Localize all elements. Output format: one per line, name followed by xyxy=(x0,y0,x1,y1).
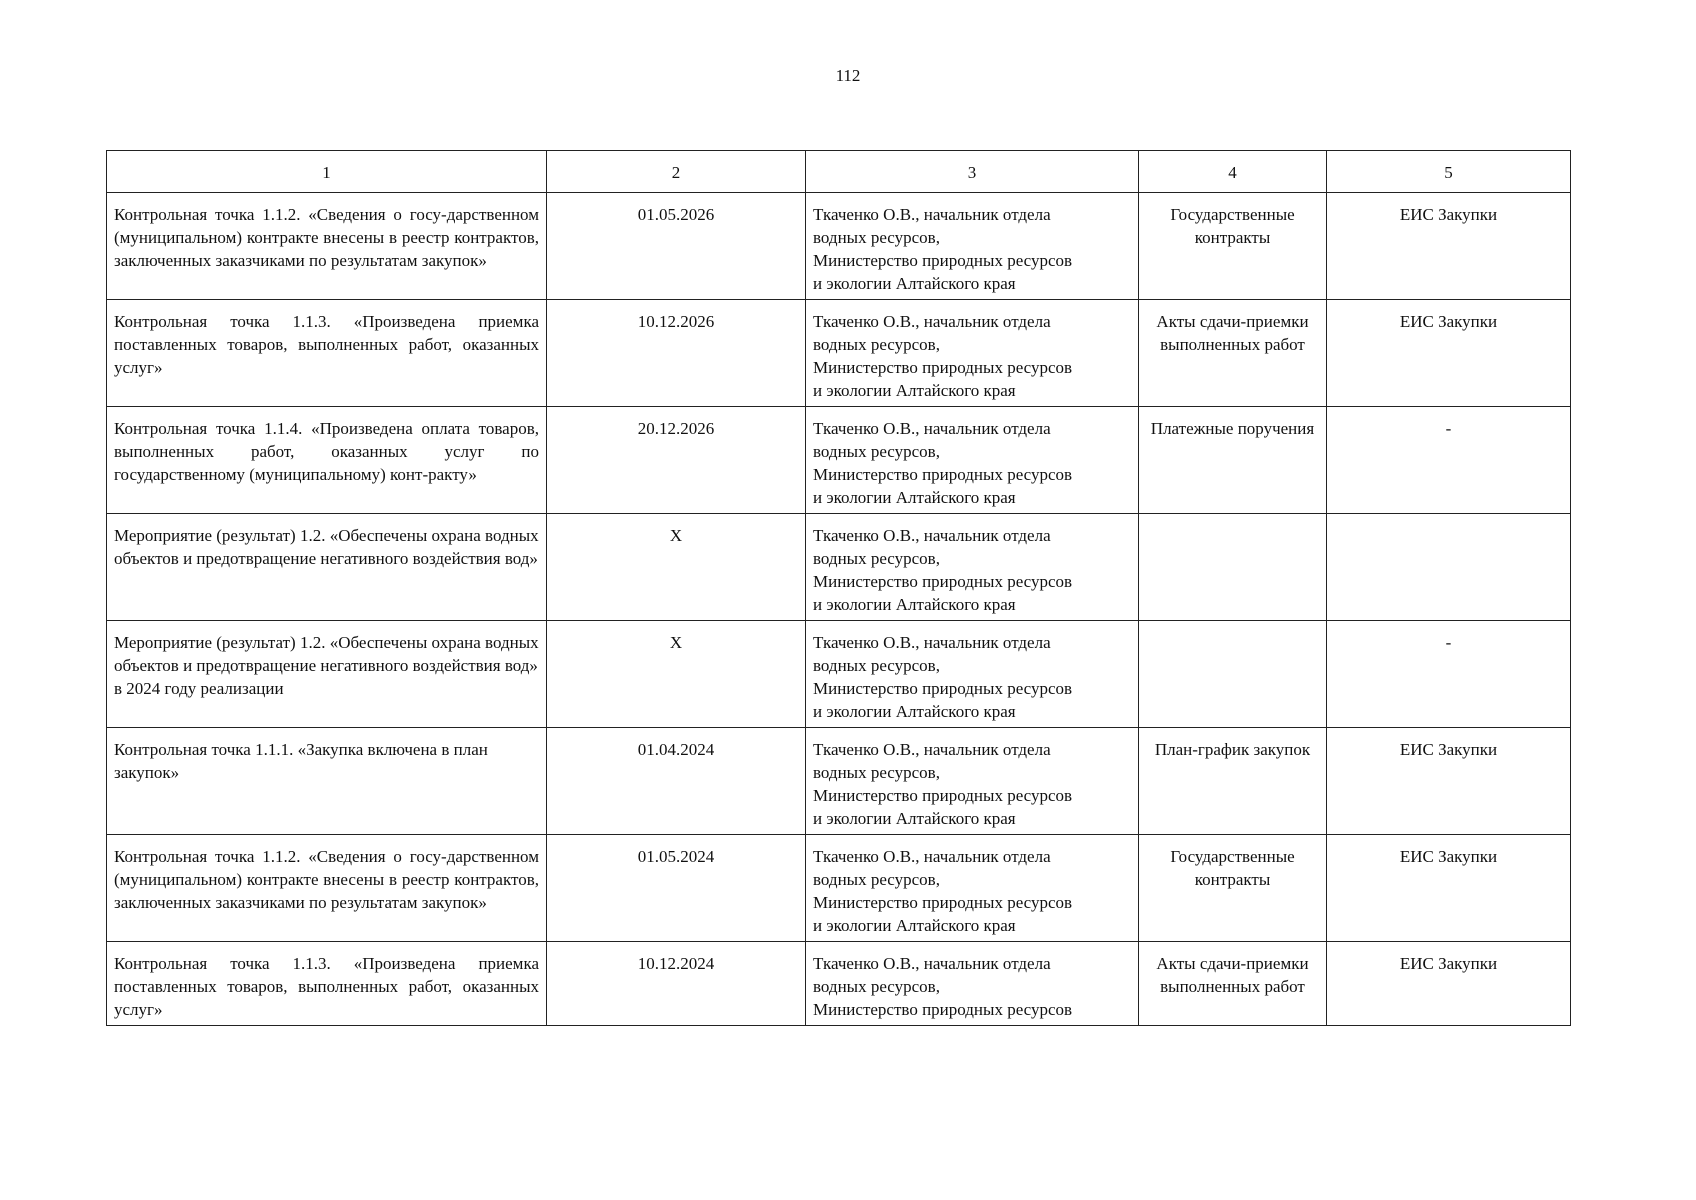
responsible-line: Ткаченко О.В., начальник отдела xyxy=(813,954,1051,973)
info-system-cell: ЕИС Закупки xyxy=(1327,193,1571,300)
info-system-cell: - xyxy=(1327,407,1571,514)
document-type-cell: План-график закупок xyxy=(1139,728,1327,835)
date-cell: 10.12.2026 xyxy=(547,300,806,407)
responsible-line: водных ресурсов, xyxy=(813,870,940,889)
date-cell: X xyxy=(547,514,806,621)
item-name-cell: Контрольная точка 1.1.3. «Произведена приемка поставленных товаров, выполненных работ, оказанных услуг» xyxy=(107,942,547,1026)
responsible-line: водных ресурсов, xyxy=(813,763,940,782)
item-name-cell: Контрольная точка 1.1.3. «Произведена приемка поставленных товаров, выполненных работ, оказанных услуг» xyxy=(107,300,547,407)
item-name-cell: Контрольная точка 1.1.4. «Произведена оплата товаров, выполненных работ, оказанных услуг по государственному (муниципальному) конт-ракту» xyxy=(107,407,547,514)
document-type-cell: Платежные поручения xyxy=(1139,407,1327,514)
responsible-cell xyxy=(806,193,1139,300)
responsible-line: Министерство природных ресурсов xyxy=(813,786,1073,805)
responsible-line: и экологии Алтайского края xyxy=(813,916,1016,935)
responsible-line: и экологии Алтайского края xyxy=(813,809,1016,828)
responsible-line: Министерство природных ресурсов xyxy=(813,572,1073,591)
document-type-cell: Акты сдачи-приемки выполненных работ xyxy=(1139,300,1327,407)
info-system-cell: ЕИС Закупки xyxy=(1327,728,1571,835)
responsible-cell xyxy=(806,514,1139,621)
info-system-cell xyxy=(1327,514,1571,621)
responsible-line: Ткаченко О.В., начальник отдела xyxy=(813,526,1051,545)
responsible-line: Ткаченко О.В., начальник отдела xyxy=(813,419,1051,438)
responsible-line: водных ресурсов, xyxy=(813,549,940,568)
responsible-line: и экологии Алтайского края xyxy=(813,381,1016,400)
responsible-line: и экологии Алтайского края xyxy=(813,488,1016,507)
item-name-cell: Контрольная точка 1.1.1. «Закупка включена в план закупок» xyxy=(107,728,547,835)
item-name-cell: Мероприятие (результат) 1.2. «Обеспечены охрана водных объектов и предотвращение негативного воздействия вод» xyxy=(107,514,547,621)
info-system-cell: - xyxy=(1327,621,1571,728)
table-row xyxy=(107,942,1571,1026)
date-cell: 01.05.2026 xyxy=(547,193,806,300)
page-number: 112 xyxy=(835,66,861,85)
responsible-line: Ткаченко О.В., начальник отдела xyxy=(813,633,1051,652)
responsible-cell xyxy=(806,942,1139,1026)
responsible-line: Ткаченко О.В., начальник отдела xyxy=(813,205,1051,224)
column-header: 4 xyxy=(1139,151,1327,193)
date-cell: 01.04.2024 xyxy=(547,728,806,835)
responsible-line: и экологии Алтайского края xyxy=(813,595,1016,614)
table-row xyxy=(107,621,1571,728)
responsible-line: Министерство природных ресурсов xyxy=(813,679,1073,698)
responsible-line: водных ресурсов, xyxy=(813,228,940,247)
responsible-line: Министерство природных ресурсов xyxy=(813,893,1073,912)
responsible-line: и экологии Алтайского края xyxy=(813,702,1016,721)
document-type-cell: Государственные контракты xyxy=(1139,193,1327,300)
table-row xyxy=(107,407,1571,514)
responsible-line: Министерство природных ресурсов xyxy=(813,465,1073,484)
column-header: 2 xyxy=(547,151,806,193)
date-cell: 20.12.2026 xyxy=(547,407,806,514)
responsible-line: Ткаченко О.В., начальник отдела xyxy=(813,847,1051,866)
responsible-cell xyxy=(806,621,1139,728)
info-system-cell: ЕИС Закупки xyxy=(1327,300,1571,407)
column-header: 5 xyxy=(1327,151,1571,193)
responsible-cell xyxy=(806,728,1139,835)
control-points-table xyxy=(106,150,1571,1026)
table-row xyxy=(107,835,1571,942)
responsible-line: Министерство природных ресурсов xyxy=(813,358,1073,377)
document-type-cell xyxy=(1139,514,1327,621)
responsible-line: Министерство природных ресурсов xyxy=(813,1000,1073,1019)
info-system-cell: ЕИС Закупки xyxy=(1327,835,1571,942)
column-header: 3 xyxy=(806,151,1139,193)
table-row xyxy=(107,300,1571,407)
item-name-cell: Контрольная точка 1.1.2. «Сведения о госу-дарственном (муниципальном) контракте внесены в реестр контрактов, заключенных заказчиками по результатам закупок» xyxy=(107,193,547,300)
document-type-cell: Акты сдачи-приемки выполненных работ xyxy=(1139,942,1327,1026)
responsible-line: Ткаченко О.В., начальник отдела xyxy=(813,312,1051,331)
responsible-line: водных ресурсов, xyxy=(813,977,940,996)
responsible-line: водных ресурсов, xyxy=(813,335,940,354)
document-type-cell: Государственные контракты xyxy=(1139,835,1327,942)
responsible-cell xyxy=(806,407,1139,514)
responsible-line: водных ресурсов, xyxy=(813,442,940,461)
table-row xyxy=(107,514,1571,621)
document-type-cell xyxy=(1139,621,1327,728)
info-system-cell: ЕИС Закупки xyxy=(1327,942,1571,1026)
table-row xyxy=(107,193,1571,300)
item-name-cell: Контрольная точка 1.1.2. «Сведения о госу-дарственном (муниципальном) контракте внесены в реестр контрактов, заключенных заказчиками по результатам закупок» xyxy=(107,835,547,942)
date-cell: X xyxy=(547,621,806,728)
responsible-cell xyxy=(806,300,1139,407)
responsible-line: Министерство природных ресурсов xyxy=(813,251,1073,270)
responsible-line: и экологии Алтайского края xyxy=(813,274,1016,293)
table-header-row xyxy=(107,151,1571,193)
date-cell: 10.12.2024 xyxy=(547,942,806,1026)
responsible-cell xyxy=(806,835,1139,942)
column-header: 1 xyxy=(107,151,547,193)
responsible-line: Ткаченко О.В., начальник отдела xyxy=(813,740,1051,759)
date-cell: 01.05.2024 xyxy=(547,835,806,942)
item-name-cell: Мероприятие (результат) 1.2. «Обеспечены охрана водных объектов и предотвращение негативного воздействия вод» в 2024 году реализации xyxy=(107,621,547,728)
table-row xyxy=(107,728,1571,835)
responsible-line: водных ресурсов, xyxy=(813,656,940,675)
